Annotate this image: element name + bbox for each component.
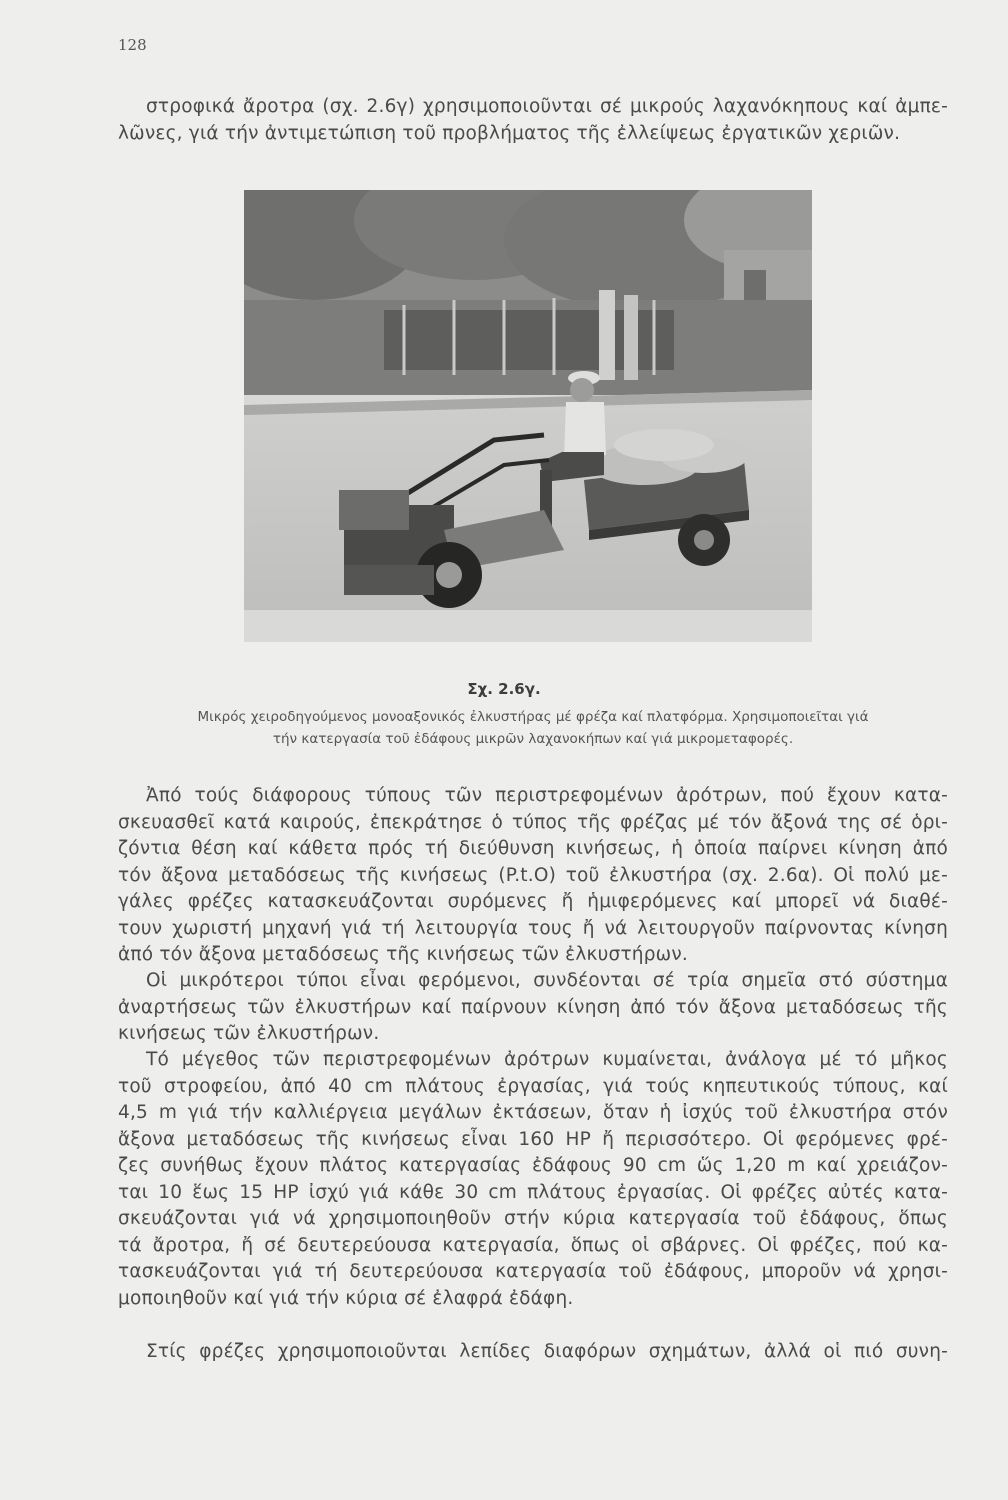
text-line: Τό μέγεθος τῶν περιστρεφομένων ἀρότρων κυμαίνεται, ἀνάλογα μέ τό μῆκος [146, 1049, 948, 1070]
caption-line: Μικρός χειροδηγούμενος μονοαξονικός ἐλκυστήρας μέ φρέζα καί πλατφόρμα. Χρησιμοποιεῖται γιά [197, 709, 869, 725]
page-number: 128 [118, 36, 147, 54]
text-line: Ἀπό τούς διάφορους τύπους τῶν περιστρεφομένων ἀρότρων, πού ἔχουν κατα- [146, 785, 948, 806]
text-line: ἀναρτήσεως τῶν ἐλκυστήρων καί παίρνουν κίνηση ἀπό τόν ἄξονα μεταδόσεως τῆς [118, 996, 948, 1018]
caption-line: τήν κατεργασία τοῦ ἐδάφους μικρῶν λαχανοκήπων καί γιά μικρομεταφορές. [272, 731, 794, 747]
text-line: ζες συνήθως ἔχουν πλάτος κατεργασίας ἐδάφους 90 cm ὥς 1,20 m καί χρειάζον- [118, 1155, 948, 1176]
text-line: ἀπό τόν ἄξονα μεταδόσεως τῆς κινήσεως τῶν ἐλκυστήρων. [118, 944, 688, 965]
text-line: ζόντια θέση καί κάθετα πρός τή διεύθυνση κινήσεως, ἡ ὁποία παίρνει κίνηση ἀπό [118, 838, 948, 859]
body-paragraph-3 [118, 1047, 948, 1312]
figure-caption [108, 706, 958, 750]
text-line: Οἱ μικρότεροι τύποι εἶναι φερόμενοι, συνδέονται σέ τρία σημεῖα στό σύστημα [146, 970, 948, 991]
text-line: λῶνες, γιά τήν ἀντιμετώπιση τοῦ προβλήματος τῆς ἐλλείψεως ἐργατικῶν χεριῶν. [118, 122, 901, 144]
text-line: τόν ἄξονα μεταδόσεως τῆς κινήσεως (P.t.O) τοῦ ἐλκυστήρα (σχ. 2.6α). Οἱ πολύ με- [118, 864, 948, 886]
figure-photo-tractor [244, 190, 812, 642]
text-line: ται 10 ἕως 15 HP ἰσχύ γιά κάθε 30 cm πλάτους ἐργασίας. Οἱ φρέζες αὐτές κατα- [118, 1181, 948, 1203]
text-line: 4,5 m γιά τήν καλλιέργεια μεγάλων ἐκτάσεων, ὅταν ἡ ἰσχύς τοῦ ἐλκυστήρα στόν [118, 1102, 948, 1123]
body-paragraph-1 [118, 783, 948, 969]
text-line: Στίς φρέζες χρησιμοποιοῦνται λεπίδες διαφόρων σχημάτων, ἀλλά οἱ πιό συνη- [146, 1341, 948, 1362]
intro-paragraph [118, 94, 948, 147]
body-paragraph-2 [118, 968, 948, 1048]
body-paragraph-4 [118, 1339, 948, 1366]
text-line: στροφικά ἄροτρα (σχ. 2.6γ) χρησιμοποιοῦνται σέ μικρούς λαχανόκηπους καί ἀμπε- [146, 96, 948, 117]
photo-illustration [244, 190, 812, 642]
text-line: τά ἄροτρα, ἤ σέ δευτερεύουσα κατεργασία, ὅπως οἱ σβάρνες. Οἱ φρέζες, πού κα- [118, 1234, 948, 1256]
text-line: τοῦ στροφείου, ἀπό 40 cm πλάτους ἐργασίας, γιά τούς κηπευτικούς τύπους, καί [118, 1075, 948, 1097]
text-line: τασκευάζονται γιά τή δευτερεύουσα κατεργασία τοῦ ἐδάφους, μποροῦν νά χρησι- [118, 1261, 948, 1282]
text-line: μοποιηθοῦν καί γιά τήν κύρια σέ ἐλαφρά ἐδάφη. [118, 1287, 574, 1309]
text-line: κινήσεως τῶν ἐλκυστήρων. [118, 1023, 380, 1044]
text-line: τουν χωριστή μηχανή γιά τή λειτουργία τους ἤ νά λειτουργοῦν παίρνοντας κίνηση [118, 917, 948, 939]
text-line: σκευασθεῖ κατά καιρούς, ἐπεκράτησε ὁ τύπος τῆς φρέζας μέ τόν ἄξονά της σέ ὁρι- [118, 811, 948, 833]
text-line: γάλες φρέζες κατασκευάζονται συρόμενες ἤ ἡμιφερόμενες καί μπορεῖ νά διαθέ- [118, 891, 948, 912]
figure-label: Σχ. 2.6γ. [467, 680, 541, 698]
text-line: σκευάζονται γιά νά χρησιμοποιηθοῦν στήν κύρια κατεργασία τοῦ ἐδάφους, ὅπως [118, 1208, 948, 1229]
text-line: ἄξονα μεταδόσεως τῆς κινήσεως εἶναι 160 HP ἤ περισσότερο. Οἱ φερόμενες φρέ- [118, 1128, 948, 1150]
